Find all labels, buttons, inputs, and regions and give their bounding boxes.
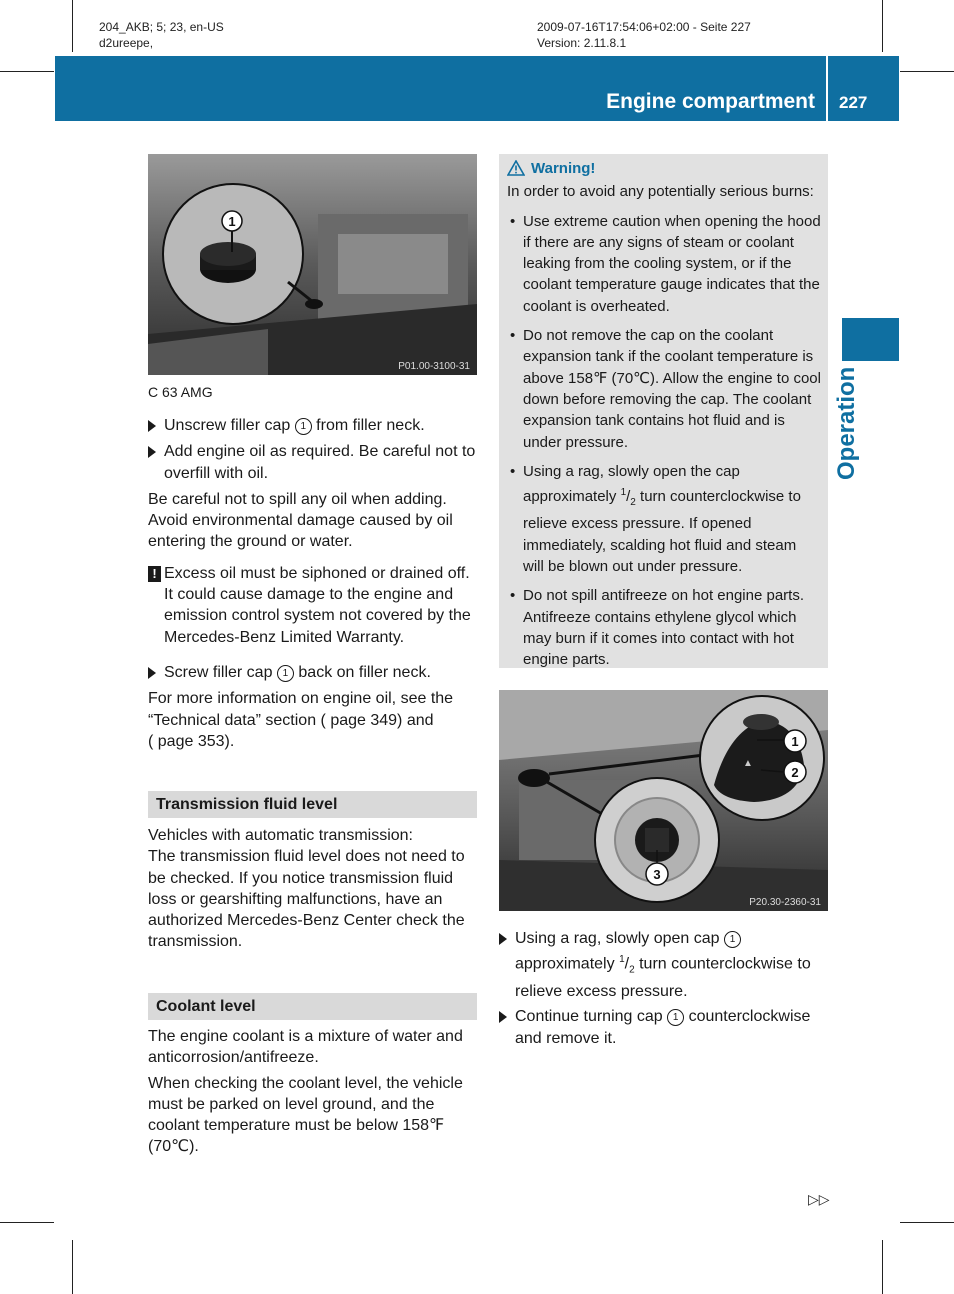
crop-mark [900,71,954,72]
paragraph: The engine coolant is a mixture of water and anticorrosion/antifreeze. [148,1028,463,1067]
step-text: Screw filler cap [164,663,273,681]
text: turn counterclockwise to relieve excess pressure. If opened immediately, scalding hot fluid and steam will be blown out under pressure. [523,488,801,576]
page-reference[interactable]: page 349) and [330,711,434,729]
photo-callout: 3 [653,867,661,882]
step-item [499,928,831,1002]
paragraph: Vehicles with automatic transmission: [148,827,413,844]
callout-1-icon: 1 [277,665,294,682]
fraction-slash: / [626,488,631,506]
coolant-text [148,1026,480,1158]
page-reference[interactable]: page 353). [157,732,235,750]
right-column-steps [499,928,831,1049]
text: Using a rag, slowly open the cap approximately [523,462,740,506]
text: ( [148,732,154,750]
crop-mark [882,1240,883,1294]
step-text: Using a rag, slowly open cap [515,930,720,947]
print-meta-left [99,19,224,51]
fraction-slash: / [624,955,630,973]
step-arrow-icon [148,667,156,679]
section-heading-transmission: Transmission fluid level [148,791,477,818]
warning-bullet: • Use extreme caution when opening the hood if there are any signs of steam or coolant leaking from the cooling system, or if the coolant temperature gauge indicates that the coolant is overheated. [507,211,821,317]
crop-mark [882,0,883,52]
step-text: Unscrew filler cap [164,417,291,434]
left-column-text [148,415,478,752]
paragraph: When checking the coolant level, the vehicle must be parked on level ground, and the coolant temperature must be below 158℉ (70℃). [148,1074,463,1156]
engine-photo-coolant-tank [499,690,828,911]
warning-box [499,154,828,668]
photo-caption: C 63 AMG [148,384,213,400]
warning-bullet [507,461,821,577]
print-meta-right [537,19,751,51]
section-title: Engine compartment [606,90,815,113]
note-text: Excess oil must be siphoned or drained off. It could cause damage to the engine and emission control system not covered by the Mercedes-Benz Limited Warranty. [164,564,471,646]
transmission-text [148,825,480,953]
side-tab-label: Operation [833,366,860,480]
crop-mark [72,0,73,52]
step-text: turn counterclockwise to relieve excess pressure. [515,955,811,1001]
callout-1-icon: 1 [724,931,741,948]
step-text: back on filler neck. [298,663,431,681]
step-text: approximately [515,955,615,973]
warning-bullet: • Do not remove the cap on the coolant expansion tank if the coolant temperature is above 158℉ (70℃). Allow the engine to cool down before removing the cap. The coolant expansion tank contains hot fluid and is under pressure. [507,325,821,453]
paragraph: The transmission fluid level does not need to be checked. If you notice transmission fluid loss or gearshifting malfunctions, have an authorized Mercedes-Benz Center check the transmission. [148,848,465,951]
photo-callout: 1 [228,214,236,229]
fraction-numerator: 1 [619,954,625,966]
attention-icon: ! [148,566,161,582]
crop-mark [72,1240,73,1294]
meta-line: Version: 2.11.8.1 [537,36,627,50]
warning-intro: In order to avoid any potentially serious burns: [507,183,814,201]
step-arrow-icon [148,446,156,458]
continued-marker-icon: ▷▷ [808,1191,830,1207]
step-item [148,415,478,436]
fraction-denominator: 2 [630,497,636,509]
photo-callout: 1 [791,734,799,749]
photo-code: P01.00-3100-31 [398,361,470,372]
page-number: 227 [839,93,868,112]
crop-mark [0,1222,54,1223]
photo-callout: 2 [791,765,799,780]
step-arrow-icon [499,1011,507,1023]
fraction-numerator: 1 [620,487,627,499]
fraction-denominator: 2 [629,964,635,976]
step-text: counterclockwise and remove it. [515,1008,811,1047]
text: For more information on engine oil, see the “Technical data” section ( [148,690,454,729]
step-item [148,441,478,484]
meta-line: 204_AKB; 5; 23, en-US [99,20,224,34]
header-divider [826,56,828,121]
step-item [148,662,478,683]
step-arrow-icon [148,420,156,432]
paragraph: Be careful not to spill any oil when adding. Avoid environmental damage caused by oil entering the ground or water. [148,490,453,551]
crop-mark [0,71,54,72]
step-text: from filler neck. [316,417,425,434]
warning-bullet: • Do not spill antifreeze on hot engine parts. Antifreeze contains ethylene glycol which may burn if it comes into contact with hot engine parts. [507,585,821,670]
callout-1-icon: 1 [667,1009,684,1026]
step-text: Add engine oil as required. Be careful not to overfill with oil. [164,443,476,482]
tank-logo-icon: ▲ [743,758,753,769]
crop-mark [900,1222,954,1223]
photo-code: P20.30-2360-31 [749,897,821,908]
step-text: Continue turning cap [515,1008,663,1026]
warning-triangle-icon [507,160,525,176]
meta-line: 2009-07-16T17:54:06+02:00 - Seite 227 [537,20,751,34]
callout-1-icon: 1 [295,418,312,435]
warranty-note [148,563,478,648]
step-arrow-icon [499,933,507,945]
engine-photo-oil-filler [148,154,477,375]
section-heading-coolant: Coolant level [148,993,477,1020]
header-bar [55,56,899,121]
warning-title-text: Warning! [531,160,596,177]
step-item [499,1006,831,1049]
warning-title [507,158,821,179]
paragraph [148,688,478,752]
meta-line: d2ureepe, [99,36,154,50]
